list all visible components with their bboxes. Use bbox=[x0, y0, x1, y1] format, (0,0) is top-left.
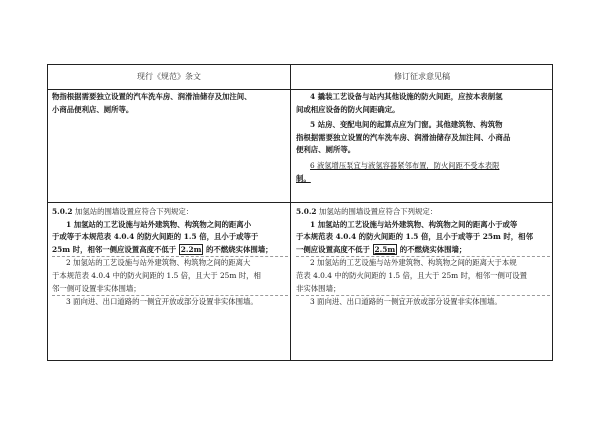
height-value-box: 2.5m bbox=[374, 244, 396, 254]
row2-left-cell bbox=[52, 206, 288, 309]
clause-6-text-cont: 制。 bbox=[296, 173, 311, 183]
clause-4: 4 撬装工艺设备与站内其他设施的防火间距，应按本表制氢 bbox=[310, 92, 503, 101]
item-2-cont: 非实体围墙； bbox=[296, 283, 341, 293]
item-1-cont: 于或等于本规范表 4.0.4 的防火间距的 1.5 倍，且小于或等于 bbox=[52, 232, 259, 242]
section-number: 5.0.2 bbox=[52, 207, 73, 216]
item-2-cont: 邻一侧可设置非实体围墙； bbox=[52, 283, 141, 293]
item-2: 2 加氢站的工艺设施与站外建筑物、构筑物之间的距离大 bbox=[66, 258, 251, 268]
section-title bbox=[296, 206, 550, 219]
item-3: 3 面向进、出口道路的一侧宜开放或部分设置非实体围墙。 bbox=[66, 297, 258, 307]
left-column-header: 现行《规范》条文 bbox=[137, 72, 201, 81]
item-2-cont: 范表 4.0.4 中的防火间距的 1.5 倍，且大于 25m 时，相邻一侧可设置 bbox=[296, 270, 528, 280]
section-title bbox=[52, 206, 288, 219]
row2-right-cell bbox=[296, 206, 550, 309]
row-divider bbox=[48, 202, 552, 203]
item-2: 2 加氢站的工艺设施与站外建筑物、构筑物之间的距离大于本规 bbox=[310, 258, 517, 268]
clause-5-cont: 便利店、厕所等。 bbox=[296, 145, 356, 155]
item-3: 3 面向进、出口道路的一侧宜开放或部分设置非实体围墙。 bbox=[310, 297, 502, 307]
item-1-cont bbox=[296, 244, 550, 257]
item-1: 1 加氢站的工艺设施与站外建筑物、构筑物之间的距离小 bbox=[66, 219, 252, 229]
item-1: 1 加氢站的工艺设施与站外建筑物、构筑物之间的距离小于或等 bbox=[310, 219, 518, 229]
clause-6-text: 6 液氢增压泵宜与液氢容器紧邻布置，防火间距不受本表限 bbox=[310, 160, 500, 170]
height-value-box: 2.2m bbox=[180, 244, 202, 254]
row1-left-cell bbox=[52, 91, 288, 116]
item-1-text: 的不燃烧实体围墙； bbox=[206, 244, 273, 254]
item-1-text: 一侧应设置高度不低于 bbox=[296, 244, 370, 254]
header-divider bbox=[48, 89, 552, 90]
section-title-text: 加氢站的围墙设置应符合下列规定： bbox=[72, 207, 194, 216]
clause-6-cont bbox=[296, 173, 550, 186]
row1-right-cell bbox=[296, 91, 550, 185]
section-number: 5.0.2 bbox=[296, 207, 317, 216]
item-1-cont: 于本规范表 4.0.4 的防火间距的 1.5 倍，且小于或等于 25m 时，相邻 bbox=[296, 232, 533, 242]
item-2-cont: 于本规范表 4.0.4 中的防火间距的 1.5 倍，且大于 25m 时，相 bbox=[52, 270, 261, 280]
item-1-text: 的不燃烧实体围墙； bbox=[399, 244, 467, 254]
clause-5-cont: 指根据需要独立设置的汽车洗车房、润滑油储存及加注间、小商品 bbox=[296, 132, 511, 142]
row1-left-line: 小商品便利店、厕所等。 bbox=[52, 104, 134, 114]
item-1-cont bbox=[52, 244, 288, 257]
section-title-text: 加氢站的围墙设置应符合下列规定： bbox=[316, 207, 438, 216]
right-column-header: 修订征求意见稿 bbox=[394, 72, 450, 81]
item-1-text: 25m 时，相邻一侧应设置高度不低于 bbox=[52, 244, 177, 254]
column-divider bbox=[290, 65, 291, 360]
comparison-table bbox=[47, 64, 553, 361]
clause-5: 5 站房、变配电间的起算点应为门窗。其他建筑物、构筑物 bbox=[310, 120, 503, 130]
clause-6 bbox=[296, 160, 550, 173]
clause-4-cont: 间或相应设备的防火间距确定。 bbox=[296, 104, 400, 114]
row1-left-line: 物指根据需要独立设置的汽车洗车房、润滑油储存及加注间、 bbox=[52, 92, 252, 101]
